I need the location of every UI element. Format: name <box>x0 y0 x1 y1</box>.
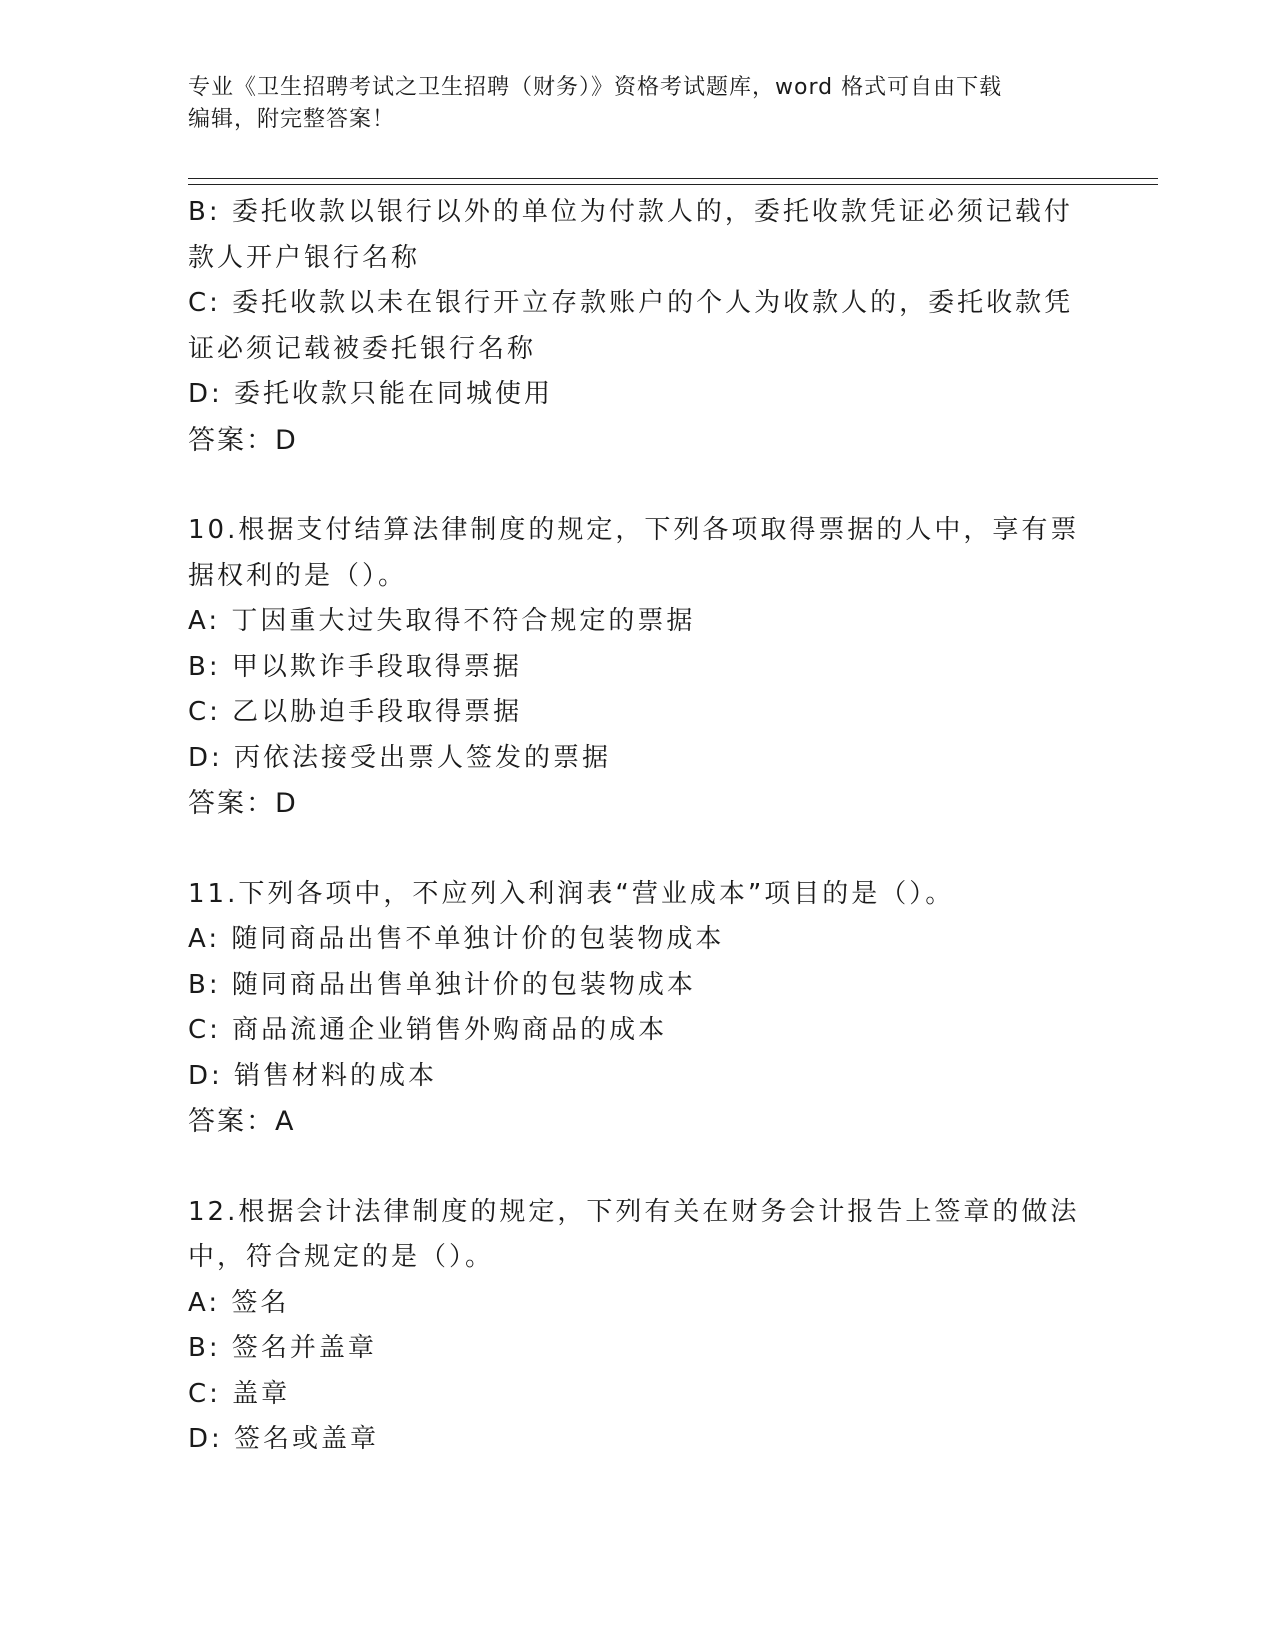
question-stem: 中，符合规定的是（）。 <box>188 1242 495 1272</box>
question-stem: 12.根据会计法律制度的规定，下列有关在财务会计报告上签章的做法 <box>188 1196 1080 1227</box>
question-12 <box>188 1190 1088 1463</box>
option-c: C: 盖章 <box>188 1378 291 1409</box>
answer-line: 答案：D <box>188 424 298 456</box>
question-stem: 10.根据支付结算法律制度的规定，下列各项取得票据的人中，享有票 <box>188 515 1080 545</box>
option-line: C: 委托收款以未在银行开立存款账户的个人为收款人的，委托收款凭 <box>188 288 1074 318</box>
option-a: A: 随同商品出售不单独计价的包装物成本 <box>188 924 725 954</box>
header-divider-bottom <box>188 184 1158 185</box>
option-line: 款人开户银行名称 <box>188 242 421 273</box>
option-c: C: 乙以胁迫手段取得票据 <box>188 697 523 727</box>
answer-line: 答案：D <box>188 788 298 819</box>
question-spacer <box>188 827 1088 872</box>
option-line: D: 委托收款只能在同城使用 <box>188 379 554 409</box>
option-d: D: 丙依法接受出票人签发的票据 <box>188 742 612 773</box>
partial-question-9 <box>188 190 1088 463</box>
option-b: B: 随同商品出售单独计价的包装物成本 <box>188 969 696 1000</box>
option-a: A: 丁因重大过失取得不符合规定的票据 <box>188 606 696 636</box>
option-line: B: 委托收款以银行以外的单位为付款人的，委托收款凭证必须记载付 <box>188 197 1073 227</box>
option-b: B: 签名并盖章 <box>188 1333 377 1363</box>
question-spacer <box>188 463 1088 508</box>
question-stem: 据权利的是（）。 <box>188 560 408 591</box>
question-stem: 11.下列各项中，不应列入利润表“营业成本”项目的是（）。 <box>188 878 955 909</box>
option-line: 证必须记载被委托银行名称 <box>188 333 537 364</box>
question-10 <box>188 508 1088 827</box>
question-11 <box>188 872 1088 1145</box>
header-line-1: 专业《卫生招聘考试之卫生招聘（财务）》资格考试题库，word 格式可自由下载 <box>188 75 1003 100</box>
question-spacer <box>188 1145 1088 1190</box>
header-line-2: 编辑，附完整答案！ <box>188 107 396 132</box>
option-d: D: 签名或盖章 <box>188 1424 380 1454</box>
header-divider-top <box>188 178 1158 179</box>
option-b: B: 甲以欺诈手段取得票据 <box>188 651 522 682</box>
option-d: D: 销售材料的成本 <box>188 1060 438 1091</box>
answer-line: 答案：A <box>188 1106 296 1137</box>
option-c: C: 商品流通企业销售外购商品的成本 <box>188 1015 668 1045</box>
option-a: A: 签名 <box>188 1287 290 1318</box>
question-content <box>188 190 1088 1463</box>
document-header <box>188 72 1088 136</box>
